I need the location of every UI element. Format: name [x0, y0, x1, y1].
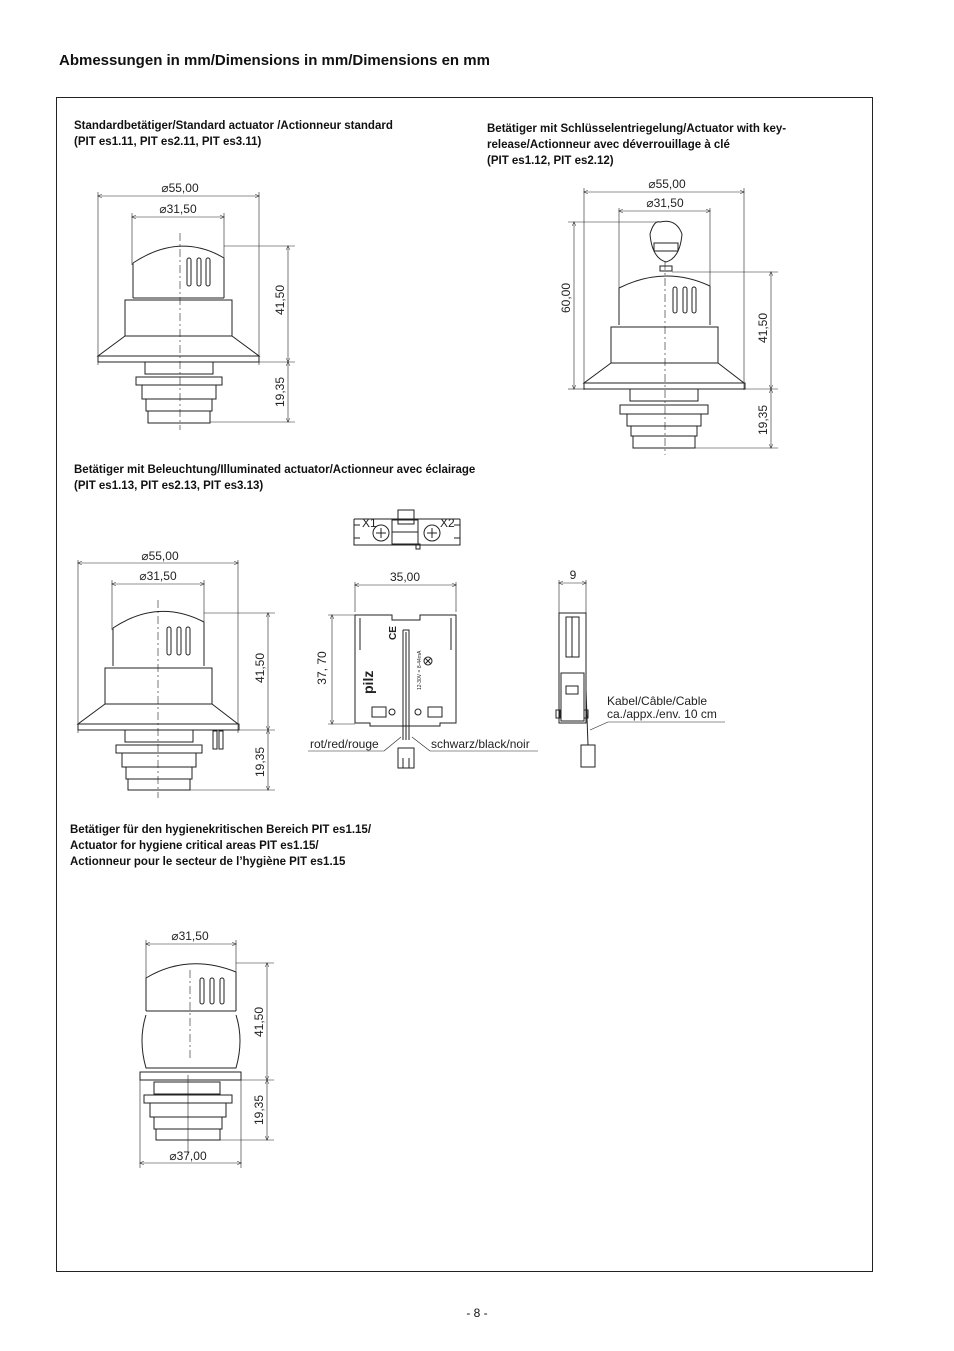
rating-label: 12-30V = 8-44mA — [417, 650, 423, 690]
terminal-x2-label: X2 — [440, 516, 455, 530]
caption-line: (PIT es1.12, PIT es2.12) — [487, 155, 614, 167]
dim-inner-diameter: ⌀31,50 — [171, 929, 209, 943]
dim-module-width: 35,00 — [389, 570, 421, 584]
caption-line: Actionneur pour le secteur de l’hygiène PIT es1.15 — [70, 856, 346, 868]
standard-actuator-drawing — [98, 192, 295, 430]
terminal-x1-label: X1 — [362, 516, 377, 530]
cable-label-line1: Kabel/Câble/Cable — [607, 694, 708, 708]
caption-line: (PIT es1.13, PIT es2.13, PIT es3.13) — [74, 480, 264, 492]
ce-mark: CE — [388, 626, 399, 640]
dim-inner-diameter: ⌀31,50 — [139, 569, 177, 583]
dim-height-bottom: 19,35 — [273, 376, 287, 408]
dim-height-bottom: 19,35 — [253, 746, 267, 778]
wire-red-label: rot/red/rouge — [310, 737, 379, 751]
cable-label-line2: ca./appx./env. 10 cm — [607, 707, 717, 721]
caption-line: Actuator for hygiene critical areas PIT es1.15/ — [70, 840, 319, 852]
led-module-side-view — [556, 580, 725, 767]
dim-outer-diameter: ⌀55,00 — [141, 549, 179, 563]
dim-height-bottom: 19,35 — [756, 404, 770, 436]
dim-height-top: 41,50 — [756, 312, 770, 344]
page-number: - 8 - — [466, 1306, 488, 1320]
hygiene-actuator-drawing — [140, 940, 274, 1168]
dim-base-diameter: ⌀37,00 — [169, 1149, 207, 1163]
caption-line: Betätiger mit Schlüsselentriegelung/Actuator with key- — [487, 123, 787, 135]
dim-height-top: 41,50 — [273, 284, 287, 316]
caption-line: Betätiger für den hygienekritischen Bereich PIT es1.15/ — [70, 824, 372, 836]
dim-module-side-width: 9 — [569, 568, 577, 582]
dim-total-height: 60,00 — [559, 282, 573, 314]
dim-height-top: 41,50 — [252, 1006, 266, 1038]
wire-black-label: schwarz/black/noir — [431, 737, 530, 751]
dim-inner-diameter: ⌀31,50 — [159, 202, 197, 216]
dim-height-bottom: 19,35 — [252, 1094, 266, 1126]
caption-line: (PIT es1.11, PIT es2.11, PIT es3.11) — [74, 136, 262, 148]
dim-outer-diameter: ⌀55,00 — [648, 177, 686, 191]
dim-module-height: 37, 70 — [315, 651, 329, 685]
page-title: Abmessungen in mm/Dimensions in mm/Dimensions en mm — [59, 52, 490, 69]
illuminated-actuator-drawing — [78, 560, 275, 798]
caption-line: Betätiger mit Beleuchtung/Illuminated actuator/Actionneur avec éclairage — [74, 464, 476, 476]
dim-height-top: 41,50 — [253, 652, 267, 684]
pilz-logo: pilz — [360, 670, 376, 694]
key-release-actuator-drawing — [568, 188, 778, 455]
caption-line: Standardbetätiger/Standard actuator /Actionneur standard — [74, 120, 393, 132]
dim-outer-diameter: ⌀55,00 — [161, 181, 199, 195]
dim-inner-diameter: ⌀31,50 — [646, 196, 684, 210]
caption-line: release/Actionneur avec déverrouillage à clé — [487, 139, 730, 151]
